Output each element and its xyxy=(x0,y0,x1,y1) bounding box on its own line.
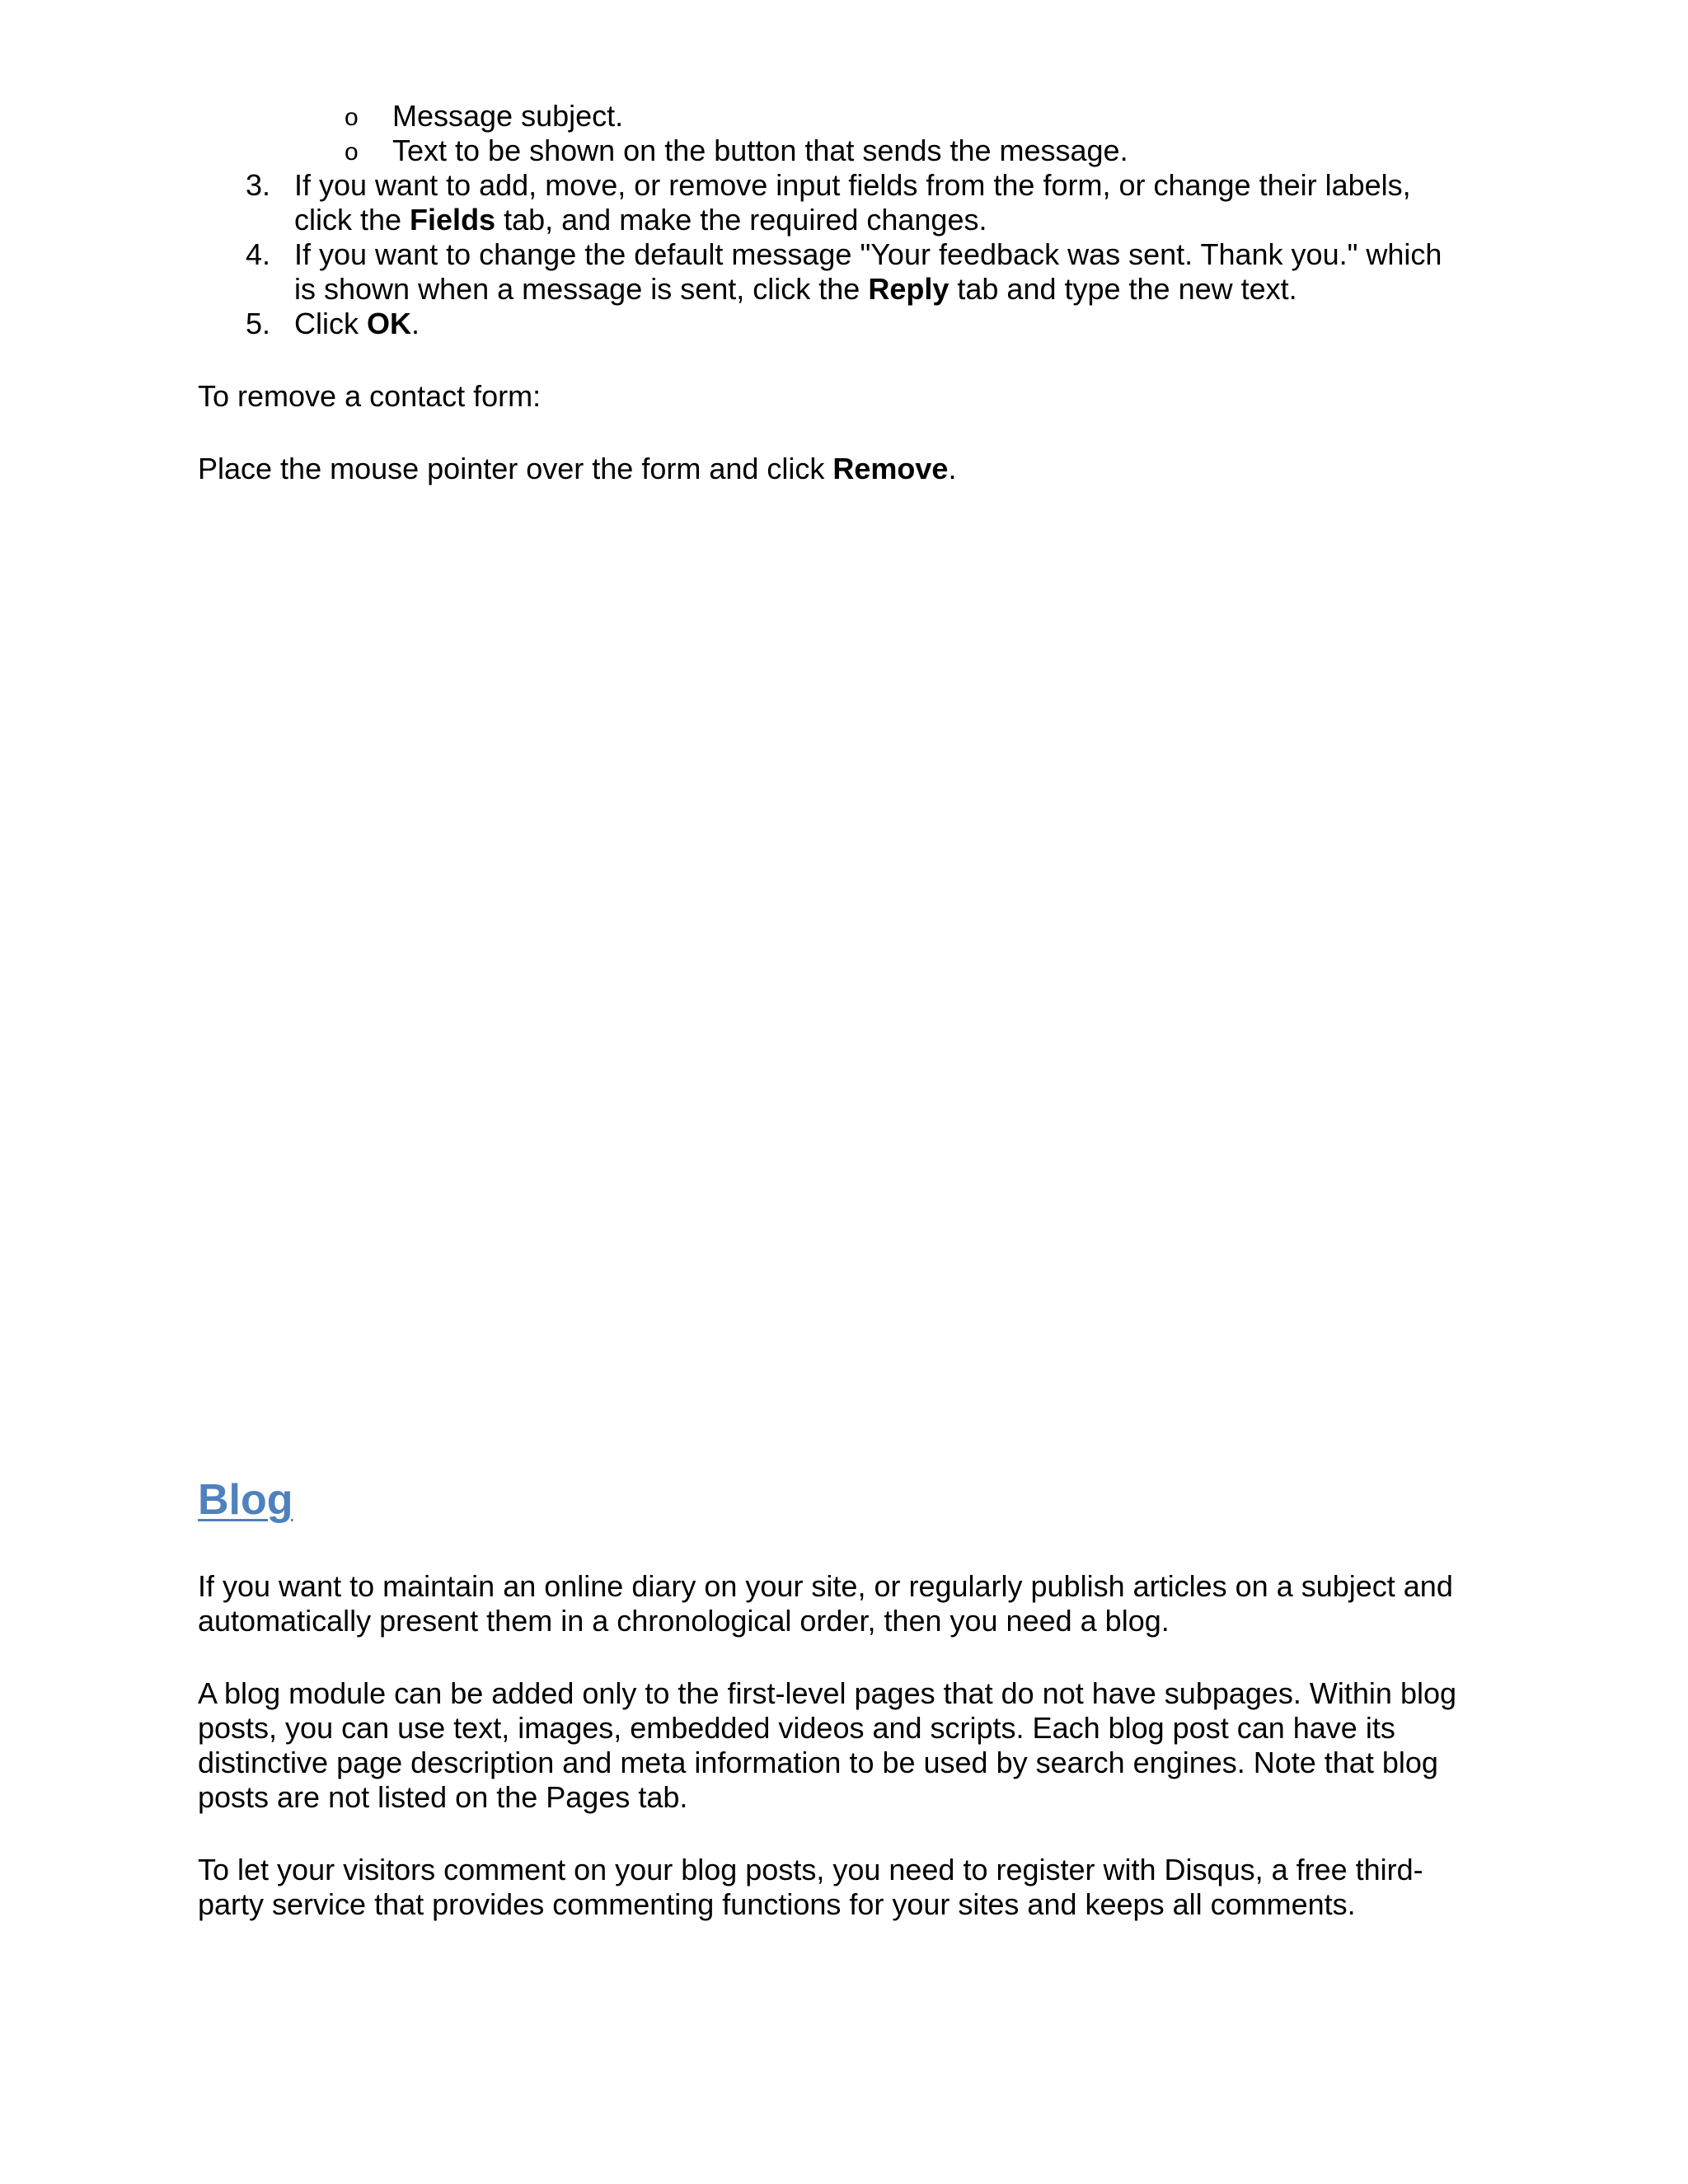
blog-para-3-line: To let your visitors comment on your blog posts, you need to register with Disqus, a free third- xyxy=(198,1853,1423,1886)
remove-intro: To remove a contact form: xyxy=(198,379,542,413)
step-4-line-1: If you want to change the default message "Your feedback was sent. Thank you." which xyxy=(294,237,1442,271)
blog-para-3-line: party service that provides commenting functions for your sites and keeps all comments. xyxy=(198,1887,1356,1921)
step-number: 5. xyxy=(246,307,271,340)
step-number: 3. xyxy=(246,168,271,202)
sub-bullet-marker: o xyxy=(345,104,359,131)
sub-bullet-text: Text to be shown on the button that sends the message. xyxy=(392,134,1128,167)
remove-instruction: Place the mouse pointer over the form and click Remove. xyxy=(198,452,957,485)
ok-label: OK xyxy=(367,307,411,340)
fields-tab-label: Fields xyxy=(410,203,496,237)
blog-para-2-line: A blog module can be added only to the first-level pages that do not have subpages. Within blog xyxy=(198,1676,1457,1710)
blog-para-2-line: posts are not listed on the Pages tab. xyxy=(198,1780,688,1814)
step-5-line: Click OK. xyxy=(294,307,420,340)
blog-heading-link[interactable]: Blog xyxy=(198,1476,293,1524)
blog-para-2-line: distinctive page description and meta information to be used by search engines. Note that blog xyxy=(198,1746,1438,1779)
step-3-line-2: click the Fields tab, and make the required changes. xyxy=(294,203,987,237)
blog-para-1-line: If you want to maintain an online diary on your site, or regularly publish articles on a subject and xyxy=(198,1569,1453,1603)
blog-para-1-line: automatically present them in a chronological order, then you need a blog. xyxy=(198,1604,1170,1638)
step-3-line-1: If you want to add, move, or remove input fields from the form, or change their labels, xyxy=(294,168,1411,202)
remove-label: Remove xyxy=(832,452,949,485)
blog-para-2-line: posts, you can use text, images, embedded videos and scripts. Each blog post can have its xyxy=(198,1711,1395,1745)
step-number: 4. xyxy=(246,237,271,271)
sub-bullet-text: Message subject. xyxy=(392,99,624,133)
sub-bullet-marker: o xyxy=(345,138,359,166)
reply-tab-label: Reply xyxy=(868,272,950,306)
step-4-line-2: is shown when a message is sent, click the Reply tab and type the new text. xyxy=(294,272,1297,306)
